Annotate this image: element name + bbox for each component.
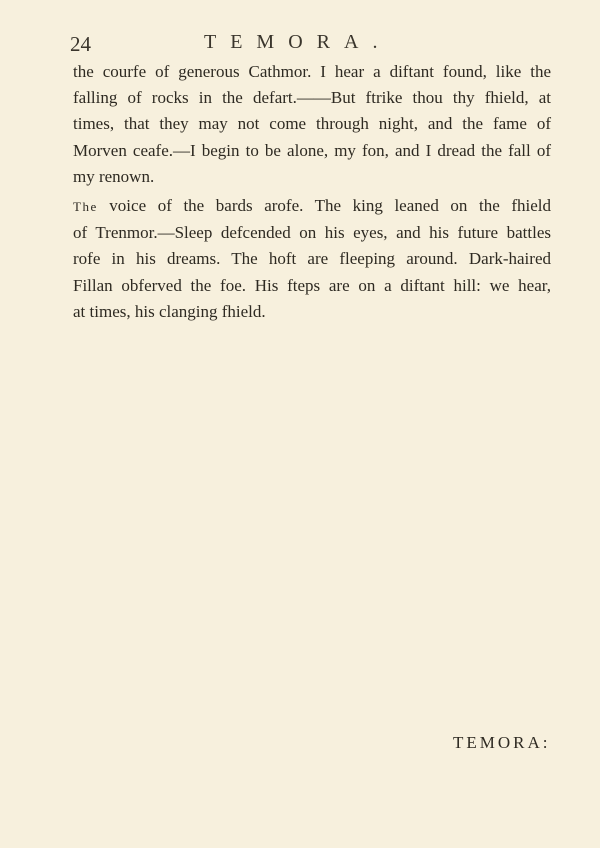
text-line: Fillan obferved the foe. His fteps are on a diftant hill: we hear, xyxy=(73,275,551,295)
paragraph-1 xyxy=(73,59,551,190)
paragraph-lead-in: The xyxy=(73,199,98,214)
text-line: times, that they may not come through night, and the fame of xyxy=(73,114,551,134)
text-line: falling of rocks in the defart.——But ftrike thou thy fhield, at xyxy=(73,88,551,108)
text-line: Morven ceafe.—I begin to be alone, my fon, and I dread the fall of xyxy=(73,140,551,160)
catchword: TEMORA: xyxy=(453,733,551,752)
text-line: my renown. xyxy=(73,166,155,186)
paragraph-2 xyxy=(73,193,551,325)
text-line xyxy=(73,193,551,220)
page-number: 24 xyxy=(70,32,91,56)
running-head: TEMORA. xyxy=(204,31,392,53)
text-line: rofe in his dreams. The hoft are fleeping around. Dark-haired xyxy=(73,249,551,269)
text-line: of Trenmor.—Sleep defcended on his eyes, and his future battles xyxy=(73,223,551,243)
first-line-text: voice of the bards arofe. The king leaned on the fhield xyxy=(97,196,551,215)
text-line: at times, his clanging fhield. xyxy=(73,301,266,321)
text-line: the courfe of generous Cathmor. I hear a diftant found, like the xyxy=(73,62,551,81)
